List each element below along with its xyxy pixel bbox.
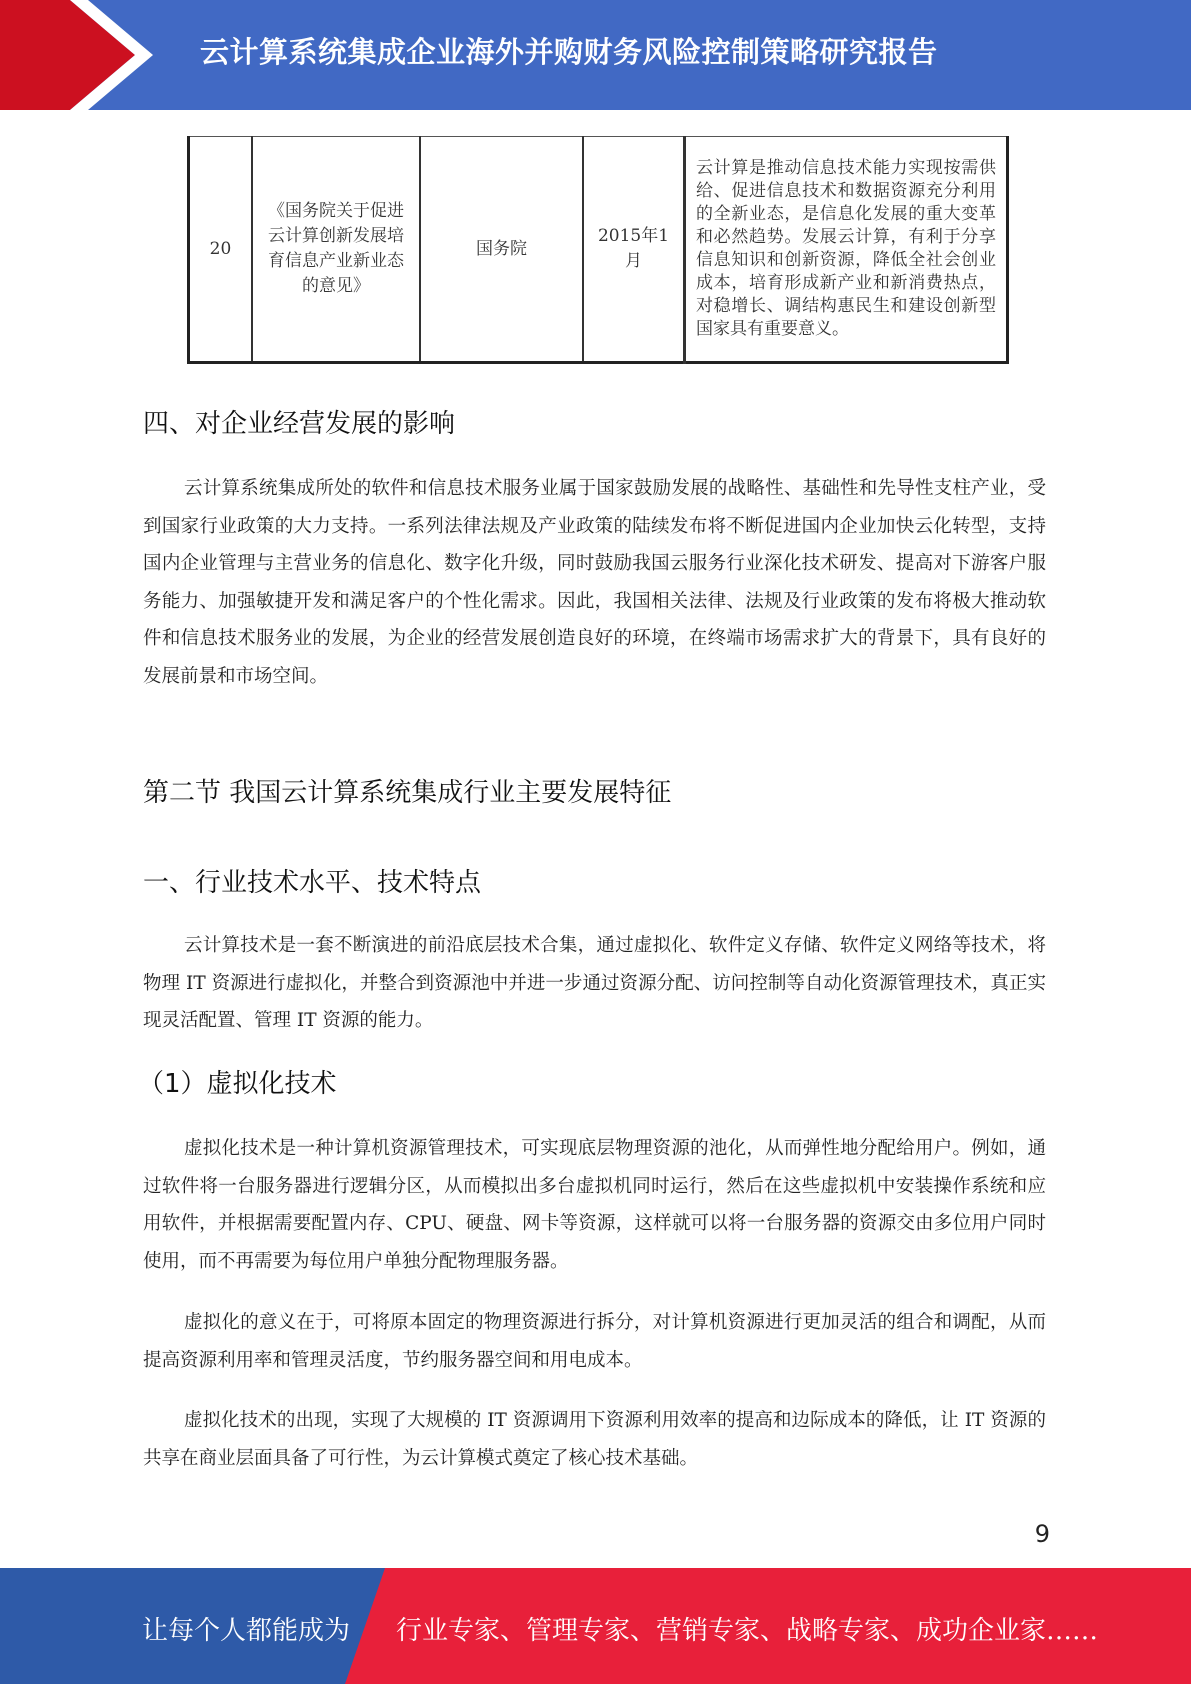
report-title: 云计算系统集成企业海外并购财务风险控制策略研究报告 [200,35,938,69]
heading-tech: 一、行业技术水平、技术特点 [143,868,482,898]
table-cell-no: 20 [189,137,253,363]
paragraph-virtualization-2: 虚拟化的意义在于，可将原本固定的物理资源进行拆分，对计算机资源进行更加灵活的组合和调配，从而提高资源利用率和管理灵活度，节约服务器空间和用电成本。 [143,1312,1046,1371]
page-number: 9 [1034,1520,1050,1548]
heading-section-2: 第二节 我国云计算系统集成行业主要发展特征 [143,778,672,808]
policy-table [187,136,1009,364]
paragraph-virtualization-3: 虚拟化技术的出现，实现了大规模的 IT 资源调用下资源利用效率的提高和边际成本的降低，让 IT 资源的共享在商业层面具备了可行性，为云计算模式奠定了核心技术基础。 [143,1410,1046,1469]
paragraph-tech: 云计算技术是一套不断演进的前沿底层技术合集，通过虚拟化、软件定义存储、软件定义网络等技术，将物理 IT 资源进行虚拟化，并整合到资源池中并进一步通过资源分配、访问控制等自动化资源管理技术，真正实现灵活配置、管理 IT 资源的能力。 [143,935,1046,1031]
page-header [0,0,1191,110]
footer-slogan-right: 行业专家、管理专家、营销专家、战略专家、成功企业家…… [396,1616,1099,1646]
table-row [189,137,1008,363]
heading-impact: 四、对企业经营发展的影响 [143,409,456,439]
table-cell-name: 《国务院关于促进云计算创新发展培育信息产业新业态的意见》 [252,137,420,363]
paragraph-virtualization-1: 虚拟化技术是一种计算机资源管理技术，可实现底层物理资源的池化，从而弹性地分配给用户。例如，通过软件将一台服务器进行逻辑分区，从而模拟出多台虚拟机同时运行，然后在这些虚拟机中安装操作系统和应用软件，并根据需要配置内存、CPU、硬盘、网卡等资源，这样就可以将一台服务器的资源交由多位用户同时使用，而不再需要为每位用户单独分配物理服务器。 [143,1138,1046,1272]
page-footer [0,1568,1191,1684]
footer-slogan-left: 让每个人都能成为 [142,1616,351,1646]
table-cell-issuer: 国务院 [420,137,583,363]
heading-virtualization: （1）虚拟化技术 [138,1069,337,1099]
table-cell-date: 2015年1月 [583,137,685,363]
paragraph-impact: 云计算系统集成所处的软件和信息技术服务业属于国家鼓励发展的战略性、基础性和先导性支柱产业，受到国家行业政策的大力支持。一系列法律法规及产业政策的陆续发布将不断促进国内企业加快云化转型，支持国内企业管理与主营业务的信息化、数字化升级，同时鼓励我国云服务行业深化技术研发、提高对下游客户服务能力、加强敏捷开发和满足客户的个性化需求。因此，我国相关法律、法规及行业政策的发布将极大推动软件和信息技术服务业的发展，为企业的经营发展创造良好的环境，在终端市场需求扩大的背景下，具有良好的发展前景和市场空间。 [143,478,1046,687]
table-cell-content: 云计算是推动信息技术能力实现按需供给、促进信息技术和数据资源充分利用的全新业态，是信息化发展的重大变革和必然趋势。发展云计算，有利于分享信息知识和创新资源，降低全社会创业成本，培育形成新产业和新消费热点，对稳增长、调结构惠民生和建设创新型国家具有重要意义。 [685,137,1008,363]
